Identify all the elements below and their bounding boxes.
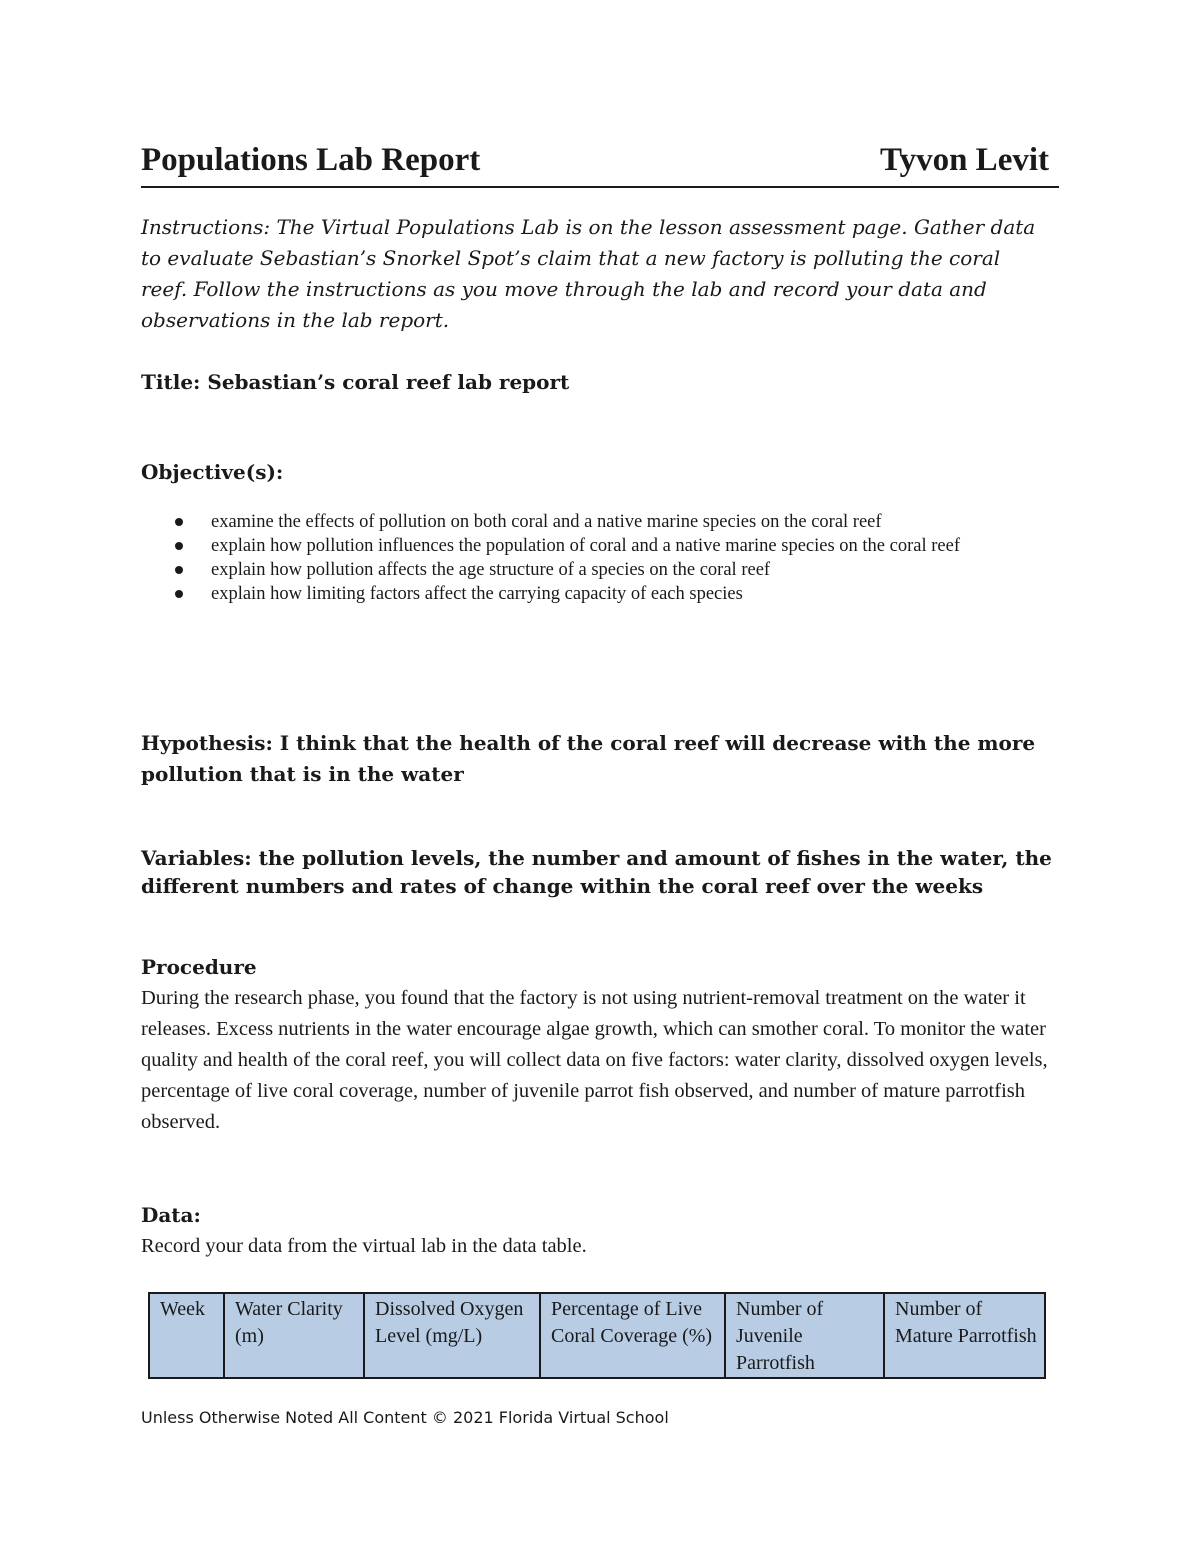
objectives-heading: Objective(s): — [141, 460, 284, 484]
bullet-icon — [175, 518, 183, 526]
column-header-week: Week — [149, 1293, 224, 1378]
objective-text: explain how pollution influences the population of coral and a native marine species on the coral reef — [211, 536, 960, 556]
bullet-icon — [175, 566, 183, 574]
objectives-list — [141, 510, 1071, 606]
page-footer: Unless Otherwise Noted All Content © 2021 Florida Virtual School — [141, 1408, 669, 1427]
data-intro: Record your data from the virtual lab in the data table. — [141, 1235, 587, 1257]
report-title: Populations Lab Report — [141, 142, 481, 178]
table-header-row — [149, 1293, 1045, 1378]
column-header-dissolved-oxygen: Dissolved Oxygen Level (mg/L) — [364, 1293, 540, 1378]
column-header-live-coral: Percentage of Live Coral Coverage (%) — [540, 1293, 725, 1378]
bullet-icon — [175, 542, 183, 550]
column-header-water-clarity: Water Clarity (m) — [224, 1293, 364, 1378]
hypothesis-statement: Hypothesis: I think that the health of the coral reef will decrease with the more pollution that is in the water — [141, 731, 1036, 786]
lab-title: Title: Sebastian’s coral reef lab report — [141, 370, 570, 394]
list-item — [141, 582, 1071, 606]
list-item — [141, 510, 1071, 534]
objective-text: explain how pollution affects the age structure of a species on the coral reef — [211, 560, 771, 580]
list-item — [141, 558, 1071, 582]
data-table — [148, 1292, 1046, 1379]
procedure-text: During the research phase, you found that the factory is not using nutrient-removal treatment on the water it releases. Excess nutrients in the water encourage algae growth, which can smother coral. To monitor the water quality and health of the coral reef, you will collect data on five factors: water clarity, dissolved oxygen levels, percentage of live coral coverage, number of juvenile parrot fish observed, and number of mature parrotfish observed. — [141, 987, 1048, 1133]
column-header-mature-parrotfish: Number of Mature Parrotfish — [884, 1293, 1045, 1378]
bullet-icon — [175, 590, 183, 598]
objective-text: examine the effects of pollution on both coral and a native marine species on the coral reef — [211, 512, 882, 532]
report-header — [141, 140, 1059, 188]
list-item — [141, 534, 1071, 558]
procedure-heading: Procedure — [141, 955, 257, 979]
instructions-paragraph: Instructions: The Virtual Populations Lab is on the lesson assessment page. Gather data to evaluate Sebastian’s Snorkel Spot’s claim that a new factory is polluting the coral reef. Follow the instructions as you move through the lab and record your data and observations in the lab report. — [141, 215, 1036, 332]
objective-text: explain how limiting factors affect the carrying capacity of each species — [211, 584, 743, 604]
variables-statement: Variables: the pollution levels, the number and amount of fishes in the water, the different numbers and rates of change within the coral reef over the weeks — [141, 846, 1052, 898]
column-header-juvenile-parrotfish: Number of Juvenile Parrotfish — [725, 1293, 884, 1378]
data-heading: Data: — [141, 1203, 201, 1227]
student-name: Tyvon Levit — [880, 142, 1049, 178]
